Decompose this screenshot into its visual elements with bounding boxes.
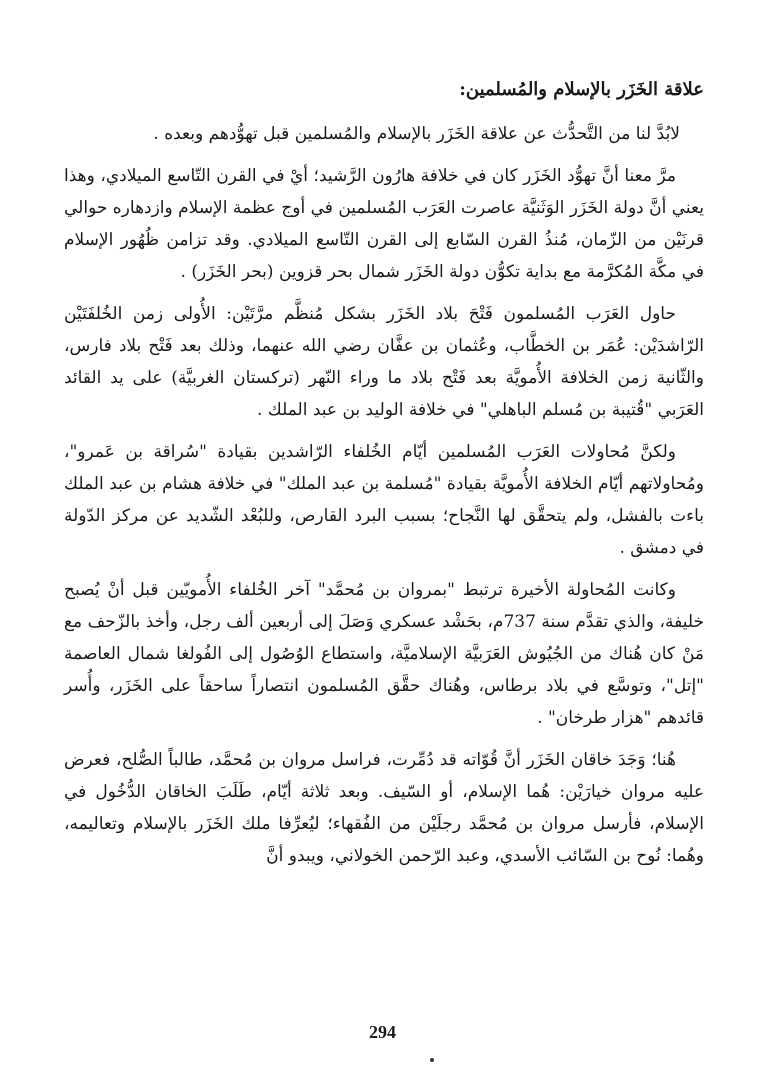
print-mark-dot	[430, 1058, 434, 1062]
page-number: 294	[369, 1022, 396, 1042]
paragraph-2: مرَّ معنا أنَّ تهوُّد الخَزَر كان في خلافة هارُون الرَّشيد؛ أيْ في القرن التّاسع الميلادي، وهذا يعني أنَّ دولة الخَزَر الوَثَنيَّة عاصرت العَرَب المُسلمين في أوج عظمة الإسلام وازدهاره حوالي قرنَيْن من الزّمان، مُنذُ القرن السّابع إلى القرن التّاسع الميلادي. وقد تزامن ظُهُور الإسلام في مكَّة المُكرَّمة مع بداية تكوُّن دولة الخَزَر شمال بحر قزوين (بحر الخَزَر) .	[64, 166, 704, 282]
page-text-block	[64, 74, 704, 882]
paragraph-1: لابُدَّ لنا من التَّحدُّث عن علاقة الخَزَر بالإسلام والمُسلمين قبل تهوُّدهم وبعده .	[153, 124, 680, 144]
paragraph-5: وكانت المُحاولة الأخيرة ترتبط "بمروان بن مُحمَّد" آخر الخُلفاء الأُمويّين قبل أنْ يُصبح خليفة، والذي تقدَّم سنة 737م، بحَشْد عسكري وَصَلَ إلى أربعين ألف رجل، وأخذ بالزّحف مع مَنْ كان هُناك من الجُيُوش العَرَبيَّة الإسلاميَّة، واستطاع الوُصُول إلى الفُولغا شمال العاصمة "إتل"، وتوسَّع في بلاد برطاس، وهُناك حقَّق المُسلمون انتصاراً ساحقاً على الخَزَر، وأُسر قائدهم "هزار طرخان" .	[64, 580, 704, 728]
paragraph-3: حاول العَرَب المُسلمون فَتْحَ بلاد الخَزَر بشكل مُنظَّم مرَّتَيْن: الأُولى زمن الخُلفَتَيْن الرّاشدَيْن: عُمَر بن الخطَّاب، وعُثمان بن عفَّان رضي الله عنهما، وذلك بعد فَتْح بلاد فارس، والثّانية زمن الخلافة الأُمويَّة بعد فَتْح بلاد ما وراء النّهر (تركستان الغربيَّة) على يد القائد العَرَبي "قُتيبة بن مُسلم الباهلي" في خلافة الوليد بن عبد الملك .	[64, 304, 704, 420]
paragraph-6: هُنا؛ وَجَدَ خاقان الخَزَر أنَّ قُوّاته قد دُمِّرت، فراسل مروان بن مُحمَّد، طالباً الصُّلح، فعرض عليه مروان خيارَيْن: هُما الإسلام، أو السّيف. وبعد ثلاثة أيّام، طَلَبَ الخاقان الدُّخُول في الإسلام، فأرسل مروان بن مُحمَّد رجلَيْن من الفُقهاء؛ ليُعرِّفا ملك الخَزَر بالإسلام وتعاليمه، وهُما: نُوح بن السّائب الأسدي، وعبد الرّحمن الخولاني، ويبدو أنَّ	[64, 750, 704, 866]
paragraph-4: ولكنَّ مُحاولات العَرَب المُسلمين أيّام الخُلفاء الرّاشدين بقيادة "سُراقة بن عَمرو"، ومُحاولاتهم أيّام الخلافة الأُمويَّة بقيادة "مُسلمة بن عبد الملك" في خلافة هشام بن عبد الملك باءت بالفشل، ولم يتحقَّق لها النَّجاح؛ بسبب البرد القارص، وللبُعْد الشّديد عن مركز الدّولة في دمشق .	[64, 442, 704, 558]
section-heading: علاقة الخَزَر بالإسلام والمُسلمين:	[459, 79, 704, 100]
